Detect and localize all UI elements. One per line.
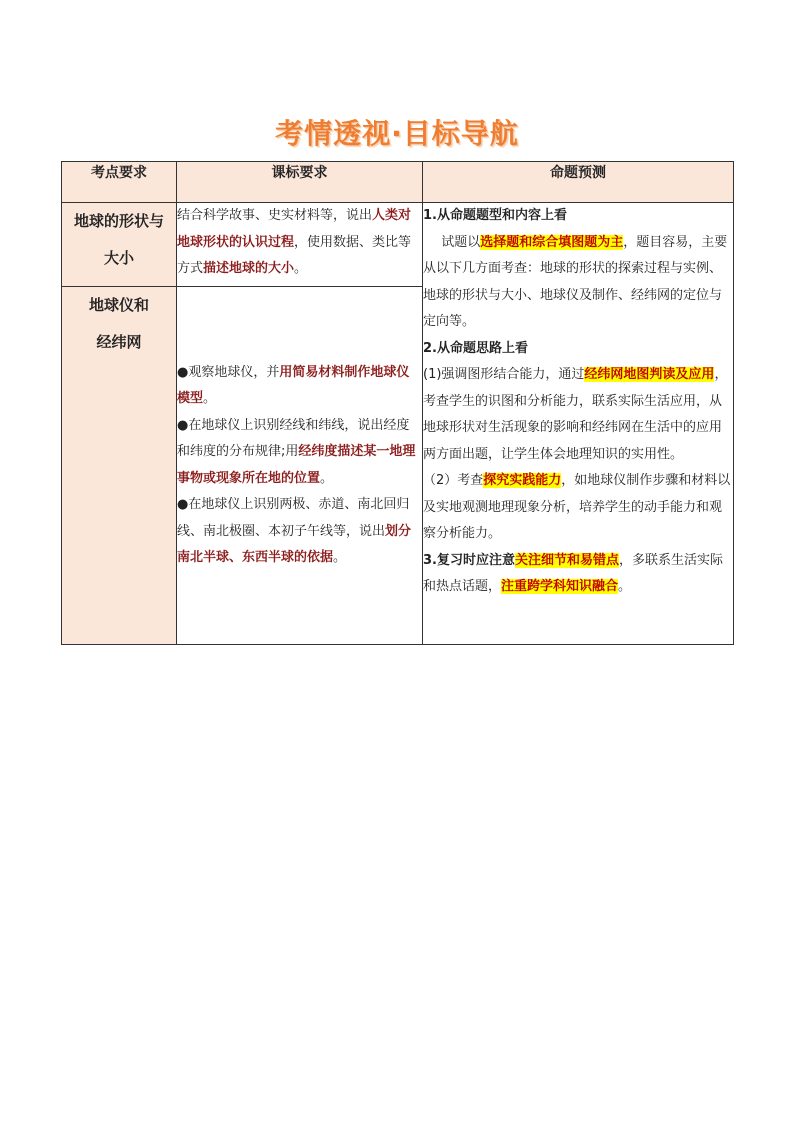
prediction-paragraph	[423, 468, 733, 548]
text-span: （2）考查	[423, 473, 484, 488]
text-span: 。	[203, 391, 217, 406]
row-shape-size	[62, 203, 734, 287]
text-span: 。	[294, 261, 308, 276]
highlight: 注重跨学科知识融合	[501, 579, 619, 594]
topic-line: 经纬网	[96, 333, 142, 351]
topic-line: 地球的形状与	[73, 212, 164, 230]
highlight: 探究实践能力	[483, 473, 562, 488]
text-span: ●在地球仪上识别两极、赤道、南北回归线、南北极圈、本初子午线等，说出	[177, 497, 410, 539]
highlight: 选择题和综合填图题为主	[480, 234, 624, 250]
text-span: ●观察地球仪，并	[177, 364, 280, 380]
header-row	[62, 162, 734, 203]
text-span: 。	[333, 550, 347, 565]
highlight: 经纬网地图判读及应用	[584, 367, 715, 382]
text-span: 结合科学故事、史实材料等，说出	[177, 208, 373, 223]
key-phrase: 划分南北半球、东西半球的依据	[177, 523, 412, 565]
text-span: 。	[618, 579, 632, 594]
standard-bullet	[177, 492, 422, 572]
topic-globe-grid	[62, 287, 177, 645]
standard-shape-size	[177, 203, 423, 287]
key-phrase: 描述地球的大小	[203, 261, 295, 276]
prediction-heading-inline: 3.复习时应注意	[423, 552, 515, 568]
prediction-paragraph	[423, 362, 733, 468]
header-topic: 考点要求	[62, 162, 177, 203]
standard-globe-grid	[177, 287, 423, 645]
standard-bullet	[177, 360, 422, 413]
topic-line: 大小	[103, 249, 134, 267]
key-phrase: 用简易材料制作地球仪模型	[177, 364, 410, 406]
header-standard: 课标要求	[177, 162, 423, 203]
text-span: 试题以	[441, 234, 481, 250]
prediction-heading: 2.从命题思路上看	[423, 340, 528, 356]
key-phrase: 人类对地球形状的认识过程	[177, 208, 412, 250]
text-span: 。	[320, 470, 334, 486]
prediction-paragraph	[423, 548, 733, 601]
prediction-heading: 1.从命题题型和内容上看	[423, 208, 567, 223]
highlight: 关注细节和易错点	[514, 552, 619, 568]
exam-overview-table	[61, 161, 734, 645]
topic-line: 地球仪和	[88, 296, 149, 314]
prediction-cell	[423, 203, 734, 645]
header-prediction: 命题预测	[423, 162, 734, 203]
text-span: ，多联系生活实际和热点话题，	[423, 552, 724, 594]
page-title: 考情透视·目标导航	[275, 117, 519, 150]
topic-shape-size	[62, 203, 177, 287]
text-span: ，使用数据、类比等方式	[177, 234, 412, 276]
text-span: ，考查学生的识图和分析能力，联系实际生活应用，从地球形状对生活现象的影响和经纬网在生活中的应用两方面出题，让学生体会地理知识的实用性。	[423, 367, 728, 462]
text-span: ，如地球仪制作步骤和材料以及实地观测地理现象分析，培养学生的动手能力和观察分析能力。	[423, 473, 731, 541]
text-span: ，题目容易，主要从以下几方面考查：地球的形状的探索过程与实例、地球的形状与大小、地球仪及制作、经纬网的定位与定向等。	[423, 234, 728, 329]
prediction-paragraph	[423, 230, 733, 336]
text-span: (1)强调图形结合能力，通过	[423, 367, 585, 382]
text-span: ●在地球仪上识别经线和纬线，说出经度和纬度的分布规律;用	[177, 417, 410, 459]
key-phrase: 经纬度描述某一地理事物或现象所在地的位置	[177, 444, 416, 486]
standard-bullet	[177, 413, 422, 493]
